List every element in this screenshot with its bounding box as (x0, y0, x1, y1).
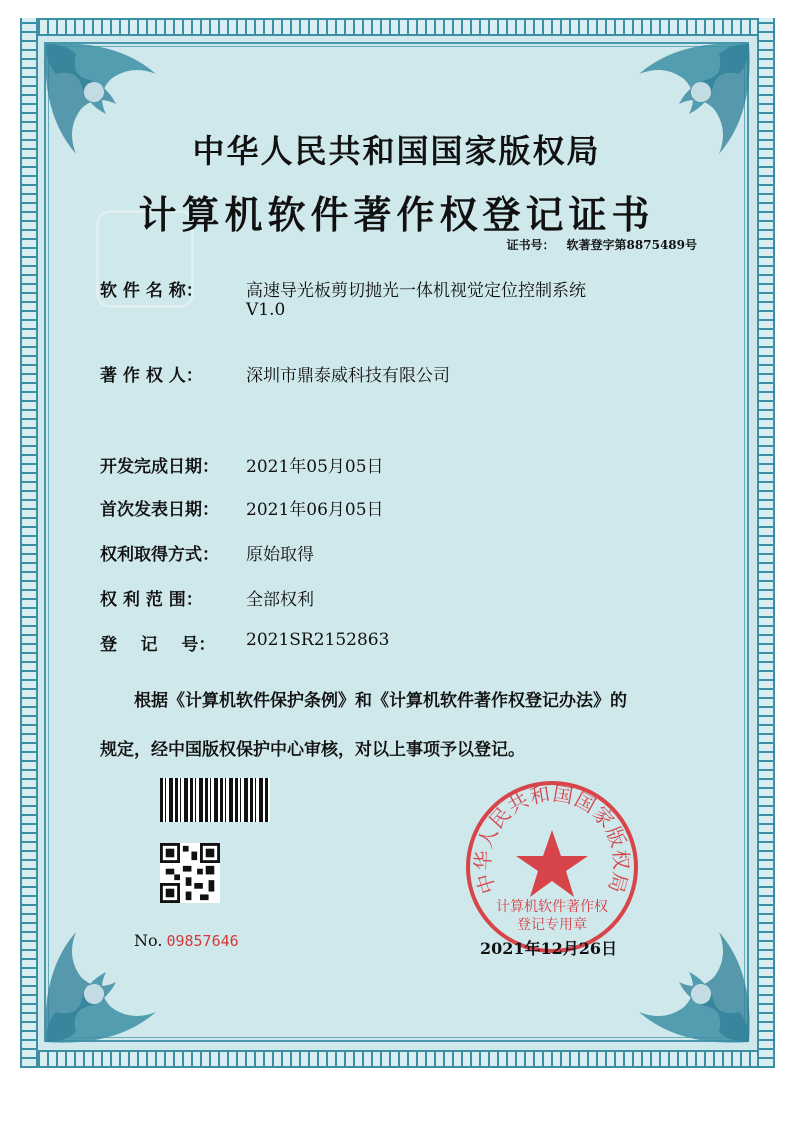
field-acquisition-method (100, 540, 314, 565)
certificate-number-value: 软著登字第8875489号 (566, 238, 697, 252)
certificate-title: 计算机软件著作权登记证书 (138, 192, 655, 237)
field-label: 著 作 权 人： (100, 366, 203, 386)
field-value: 深圳市鼎泰威科技有限公司 (246, 366, 450, 386)
field-label: 开发完成日期： (100, 457, 219, 477)
seal-ring-text: 中华人民共和国国家版权局 (470, 781, 634, 897)
seal-line-1: 计算机软件著作权 (496, 899, 608, 915)
field-registration-number (100, 630, 390, 655)
serial-number-value: 09857646 (166, 932, 239, 950)
field-copyright-owner (100, 361, 450, 386)
field-value: 2021年05月05日 (246, 457, 384, 477)
field-value: 2021SR2152863 (246, 630, 390, 650)
field-development-date (100, 452, 384, 477)
field-label: 首次发表日期： (100, 500, 219, 520)
field-publication-date (100, 495, 384, 520)
issue-date: 2021年12月26日 (480, 939, 618, 958)
field-rights-scope (100, 585, 314, 610)
field-label: 权 利 范 围： (100, 590, 203, 610)
field-value-version: V1.0 (246, 300, 286, 320)
statement-line-2: 规定，经中国版权保护中心审核，对以上事项予以登记。 (100, 740, 525, 760)
issuing-authority: 中华人民共和国国家版权局 (192, 132, 601, 170)
border-right (757, 18, 775, 1068)
official-seal-icon (463, 778, 641, 956)
field-label: 权利取得方式： (100, 545, 219, 565)
field-software-name (100, 276, 586, 320)
serial-number-label: No. (134, 931, 163, 950)
certificate-number (507, 236, 697, 253)
certificate-number-label: 证书号： (506, 238, 555, 252)
field-label: 软 件 名 称： (100, 281, 203, 301)
field-value: 2021年06月05日 (246, 500, 384, 520)
corner-ornament-icon (36, 902, 186, 1052)
qr-code-icon (160, 843, 220, 903)
barcode-icon (160, 778, 270, 822)
seal-line-2: 登记专用章 (517, 917, 587, 933)
field-label: 登 记 号： (100, 635, 216, 655)
border-bottom (20, 1050, 775, 1068)
statement-line-1: 根据《计算机软件保护条例》和《计算机软件著作权登记办法》的 (134, 691, 627, 711)
field-value: 原始取得 (246, 545, 314, 565)
field-value: 全部权利 (246, 590, 314, 610)
field-value: 高速导光板剪切抛光一体机视觉定位控制系统 (246, 281, 586, 301)
serial-number (134, 931, 239, 950)
